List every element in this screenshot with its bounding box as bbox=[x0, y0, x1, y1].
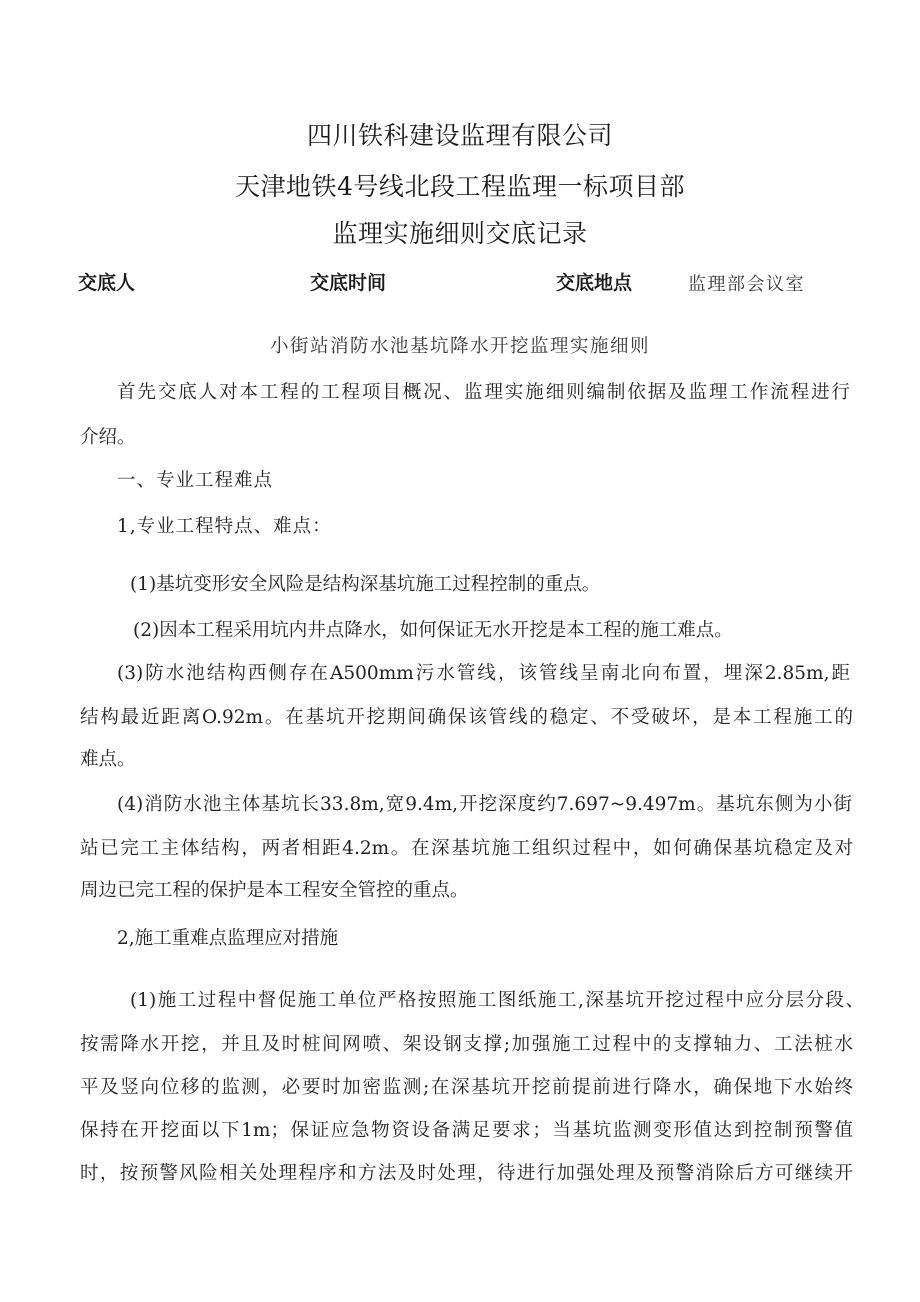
measure-1-line-3: 平及竖向位移的监测，必要时加密监测;在深基坑开挖前提前进行降水，确保地下水始终 bbox=[80, 1077, 853, 1098]
document-title: 监理实施细则交底记录 bbox=[332, 219, 588, 248]
point-4-line-3: 周边已完工程的保护是本工程安全管控的重点。 bbox=[80, 880, 469, 901]
intro-line-2: 介绍。 bbox=[80, 427, 136, 448]
location-value: 监理部会议室 bbox=[688, 274, 805, 295]
location-label: 交底地点 bbox=[556, 272, 633, 294]
company-title: 四川铁科建设监理有限公司 bbox=[306, 121, 613, 150]
point-4-line-1: (4)消防水池主体基坑长33.8m,宽9.4m,开挖深度约7.697~9.497m。基坑东侧为小街 bbox=[117, 794, 852, 815]
measure-1-line-4: 保持在开挖面以下1m；保证应急物资设备满足要求；当基坑监测变形值达到控制预警值 bbox=[80, 1120, 853, 1141]
point-3-line-1: (3)防水池结构西侧存在A500mm污水管线，该管线呈南北向布置，埋深2.85m,距 bbox=[117, 663, 850, 684]
section2-heading: 2,施工重难点监理应对措施 bbox=[117, 928, 339, 949]
time-label: 交底时间 bbox=[310, 272, 387, 294]
project-dept-title: 天津地铁4号线北段工程监理一标项目部 bbox=[235, 172, 685, 201]
intro-line-1: 首先交底人对本工程的工程项目概况、监理实施细则编制依据及监理工作流程进行 bbox=[117, 382, 850, 403]
point-2: (2)因本工程采用坑内井点降水，如何保证无水开挖是本工程的施工难点。 bbox=[133, 620, 733, 641]
point-1: (1)基坑变形安全风险是结构深基坑施工过程控制的重点。 bbox=[130, 574, 601, 595]
presenter-label: 交底人 bbox=[78, 272, 136, 294]
measure-1-line-2: 按需降水开挖，并且及时桩间网喷、架设钢支撑;加强施工过程中的支撑轴力、工法桩水 bbox=[80, 1034, 853, 1055]
section1-heading: 一、专业工程难点 bbox=[117, 470, 274, 491]
point-3-line-2: 结构最近距离O.92m。在基坑开挖期间确保该管线的稳定、不受破坏，是本工程施工的 bbox=[80, 707, 853, 728]
subtitle: 小街站消防水池基坑降水开挖监理实施细则 bbox=[269, 336, 650, 357]
point-4-line-2: 站已完工主体结构，两者相距4.2m。在深基坑施工组织过程中，如何确保基坑稳定及对 bbox=[80, 838, 853, 859]
measure-1-line-5: 时，按预警风险相关处理程序和方法及时处理，待进行加强处理及预警消除后方可继续开 bbox=[80, 1163, 853, 1184]
section1-sub: 1,专业工程特点、难点： bbox=[117, 516, 332, 537]
point-3-line-3: 难点。 bbox=[80, 749, 136, 770]
measure-1-line-1: (1)施工过程中督促施工单位严格按照施工图纸施工,深基坑开挖过程中应分层分段、 bbox=[130, 990, 864, 1011]
